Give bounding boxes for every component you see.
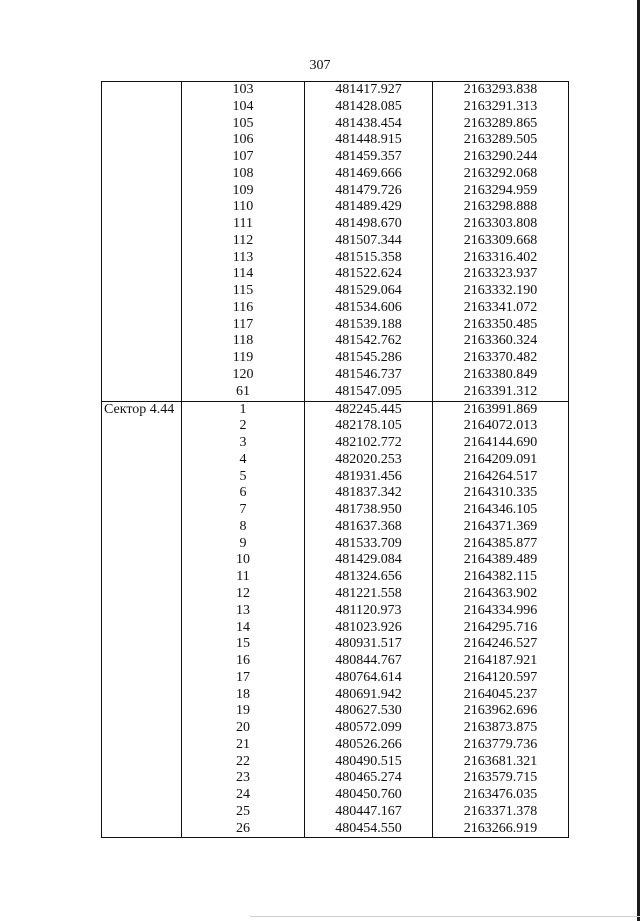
y-coordinate-cell: 2163289.505 bbox=[433, 132, 569, 149]
point-number-cell: 104 bbox=[182, 99, 305, 116]
x-coordinate-cell: 480490.515 bbox=[305, 754, 433, 771]
y-coordinate-cell: 2163681.321 bbox=[433, 754, 569, 771]
x-coordinate-cell: 480465.274 bbox=[305, 770, 433, 787]
y-coordinate-cell: 2163266.919 bbox=[433, 821, 569, 838]
coordinates-table bbox=[101, 81, 569, 838]
x-coordinate-cell: 481542.762 bbox=[305, 333, 433, 350]
y-coordinate-cell: 2164187.921 bbox=[433, 653, 569, 670]
x-coordinate-cell: 481534.606 bbox=[305, 300, 433, 317]
x-coordinate-cell: 481459.357 bbox=[305, 149, 433, 166]
y-coordinate-cell: 2164120.597 bbox=[433, 670, 569, 687]
x-coordinate-cell: 481417.927 bbox=[305, 82, 433, 99]
x-coordinate-cell: 481448.915 bbox=[305, 132, 433, 149]
point-number-cell: 103 bbox=[182, 82, 305, 99]
x-coordinate-cell: 481507.344 bbox=[305, 233, 433, 250]
x-coordinate-cell: 481637.368 bbox=[305, 519, 433, 536]
x-coordinate-cell: 480572.099 bbox=[305, 720, 433, 737]
x-coordinate-cell: 481221.558 bbox=[305, 586, 433, 603]
point-number-cell: 106 bbox=[182, 132, 305, 149]
y-coordinate-cell: 2164382.115 bbox=[433, 569, 569, 586]
point-number-cell: 108 bbox=[182, 166, 305, 183]
sector-label: Сектор 4.44 bbox=[102, 401, 182, 838]
x-coordinate-cell: 481469.666 bbox=[305, 166, 433, 183]
y-coordinate-cell: 2164371.369 bbox=[433, 519, 569, 536]
x-coordinate-cell: 480447.167 bbox=[305, 804, 433, 821]
y-coordinate-cell: 2164389.489 bbox=[433, 552, 569, 569]
y-coordinate-cell: 2164363.902 bbox=[433, 586, 569, 603]
point-number-cell: 105 bbox=[182, 116, 305, 133]
y-coordinate-cell: 2163293.838 bbox=[433, 82, 569, 99]
point-number-cell: 9 bbox=[182, 536, 305, 553]
x-coordinate-cell: 481545.286 bbox=[305, 350, 433, 367]
y-coordinate-cell: 2163962.696 bbox=[433, 703, 569, 720]
point-number-cell: 6 bbox=[182, 485, 305, 502]
y-coordinate-cell: 2163316.402 bbox=[433, 250, 569, 267]
y-coordinate-cell: 2163360.324 bbox=[433, 333, 569, 350]
point-number-cell: 22 bbox=[182, 754, 305, 771]
x-coordinate-cell: 481547.095 bbox=[305, 384, 433, 401]
point-number-cell: 7 bbox=[182, 502, 305, 519]
x-coordinate-cell: 481489.429 bbox=[305, 199, 433, 216]
y-coordinate-cell: 2163350.485 bbox=[433, 317, 569, 334]
point-number-cell: 24 bbox=[182, 787, 305, 804]
page-edge-bottom bbox=[250, 916, 640, 917]
point-number-cell: 110 bbox=[182, 199, 305, 216]
x-coordinate-cell: 480450.760 bbox=[305, 787, 433, 804]
y-coordinate-cell: 2163298.888 bbox=[433, 199, 569, 216]
coordinates-table-body bbox=[102, 82, 569, 838]
point-number-cell: 17 bbox=[182, 670, 305, 687]
y-coordinate-cell: 2163779.736 bbox=[433, 737, 569, 754]
y-coordinate-cell: 2164385.877 bbox=[433, 536, 569, 553]
x-coordinate-cell: 481546.737 bbox=[305, 367, 433, 384]
point-number-cell: 8 bbox=[182, 519, 305, 536]
point-number-cell: 109 bbox=[182, 183, 305, 200]
y-coordinate-cell: 2163341.072 bbox=[433, 300, 569, 317]
x-coordinate-cell: 482245.445 bbox=[305, 401, 433, 418]
x-coordinate-cell: 482020.253 bbox=[305, 452, 433, 469]
point-number-cell: 15 bbox=[182, 636, 305, 653]
point-number-cell: 120 bbox=[182, 367, 305, 384]
y-coordinate-cell: 2163294.959 bbox=[433, 183, 569, 200]
x-coordinate-cell: 481931.456 bbox=[305, 469, 433, 486]
y-coordinate-cell: 2164346.105 bbox=[433, 502, 569, 519]
point-number-cell: 4 bbox=[182, 452, 305, 469]
x-coordinate-cell: 481498.670 bbox=[305, 216, 433, 233]
point-number-cell: 11 bbox=[182, 569, 305, 586]
x-coordinate-cell: 481324.656 bbox=[305, 569, 433, 586]
point-number-cell: 16 bbox=[182, 653, 305, 670]
y-coordinate-cell: 2164310.335 bbox=[433, 485, 569, 502]
x-coordinate-cell: 481479.726 bbox=[305, 183, 433, 200]
point-number-cell: 112 bbox=[182, 233, 305, 250]
y-coordinate-cell: 2164045.237 bbox=[433, 687, 569, 704]
point-number-cell: 3 bbox=[182, 435, 305, 452]
page-number: 307 bbox=[309, 58, 331, 73]
y-coordinate-cell: 2164246.527 bbox=[433, 636, 569, 653]
y-coordinate-cell: 2164295.716 bbox=[433, 620, 569, 637]
x-coordinate-cell: 481515.358 bbox=[305, 250, 433, 267]
point-number-cell: 19 bbox=[182, 703, 305, 720]
table-row bbox=[102, 82, 569, 99]
x-coordinate-cell: 480691.942 bbox=[305, 687, 433, 704]
x-coordinate-cell: 480526.266 bbox=[305, 737, 433, 754]
point-number-cell: 111 bbox=[182, 216, 305, 233]
point-number-cell: 116 bbox=[182, 300, 305, 317]
point-number-cell: 10 bbox=[182, 552, 305, 569]
y-coordinate-cell: 2163323.937 bbox=[433, 266, 569, 283]
x-coordinate-cell: 480764.614 bbox=[305, 670, 433, 687]
x-coordinate-cell: 481522.624 bbox=[305, 266, 433, 283]
y-coordinate-cell: 2164144.690 bbox=[433, 435, 569, 452]
y-coordinate-cell: 2163290.244 bbox=[433, 149, 569, 166]
point-number-cell: 107 bbox=[182, 149, 305, 166]
y-coordinate-cell: 2163289.865 bbox=[433, 116, 569, 133]
x-coordinate-cell: 481023.926 bbox=[305, 620, 433, 637]
point-number-cell: 20 bbox=[182, 720, 305, 737]
point-number-cell: 26 bbox=[182, 821, 305, 838]
point-number-cell: 25 bbox=[182, 804, 305, 821]
point-number-cell: 115 bbox=[182, 283, 305, 300]
table-row bbox=[102, 401, 569, 418]
x-coordinate-cell: 481438.454 bbox=[305, 116, 433, 133]
y-coordinate-cell: 2163332.190 bbox=[433, 283, 569, 300]
point-number-cell: 13 bbox=[182, 603, 305, 620]
x-coordinate-cell: 481533.709 bbox=[305, 536, 433, 553]
point-number-cell: 5 bbox=[182, 469, 305, 486]
point-number-cell: 1 bbox=[182, 401, 305, 418]
point-number-cell: 61 bbox=[182, 384, 305, 401]
point-number-cell: 117 bbox=[182, 317, 305, 334]
y-coordinate-cell: 2163476.035 bbox=[433, 787, 569, 804]
point-number-cell: 2 bbox=[182, 418, 305, 435]
point-number-cell: 23 bbox=[182, 770, 305, 787]
y-coordinate-cell: 2163303.808 bbox=[433, 216, 569, 233]
x-coordinate-cell: 480844.767 bbox=[305, 653, 433, 670]
x-coordinate-cell: 481837.342 bbox=[305, 485, 433, 502]
point-number-cell: 114 bbox=[182, 266, 305, 283]
point-number-cell: 113 bbox=[182, 250, 305, 267]
x-coordinate-cell: 480931.517 bbox=[305, 636, 433, 653]
point-number-cell: 21 bbox=[182, 737, 305, 754]
x-coordinate-cell: 481428.085 bbox=[305, 99, 433, 116]
point-number-cell: 12 bbox=[182, 586, 305, 603]
x-coordinate-cell: 481539.188 bbox=[305, 317, 433, 334]
y-coordinate-cell: 2163292.068 bbox=[433, 166, 569, 183]
x-coordinate-cell: 480454.550 bbox=[305, 821, 433, 838]
y-coordinate-cell: 2163391.312 bbox=[433, 384, 569, 401]
point-number-cell: 18 bbox=[182, 687, 305, 704]
point-number-cell: 118 bbox=[182, 333, 305, 350]
y-coordinate-cell: 2163579.715 bbox=[433, 770, 569, 787]
y-coordinate-cell: 2163380.849 bbox=[433, 367, 569, 384]
y-coordinate-cell: 2163371.378 bbox=[433, 804, 569, 821]
y-coordinate-cell: 2164264.517 bbox=[433, 469, 569, 486]
x-coordinate-cell: 481738.950 bbox=[305, 502, 433, 519]
y-coordinate-cell: 2163873.875 bbox=[433, 720, 569, 737]
y-coordinate-cell: 2164334.996 bbox=[433, 603, 569, 620]
x-coordinate-cell: 480627.530 bbox=[305, 703, 433, 720]
x-coordinate-cell: 482178.105 bbox=[305, 418, 433, 435]
x-coordinate-cell: 481120.973 bbox=[305, 603, 433, 620]
point-number-cell: 14 bbox=[182, 620, 305, 637]
y-coordinate-cell: 2163370.482 bbox=[433, 350, 569, 367]
sector-label bbox=[102, 82, 182, 402]
y-coordinate-cell: 2163291.313 bbox=[433, 99, 569, 116]
y-coordinate-cell: 2163309.668 bbox=[433, 233, 569, 250]
y-coordinate-cell: 2164209.091 bbox=[433, 452, 569, 469]
point-number-cell: 119 bbox=[182, 350, 305, 367]
x-coordinate-cell: 481429.084 bbox=[305, 552, 433, 569]
y-coordinate-cell: 2164072.013 bbox=[433, 418, 569, 435]
x-coordinate-cell: 482102.772 bbox=[305, 435, 433, 452]
y-coordinate-cell: 2163991.869 bbox=[433, 401, 569, 418]
x-coordinate-cell: 481529.064 bbox=[305, 283, 433, 300]
